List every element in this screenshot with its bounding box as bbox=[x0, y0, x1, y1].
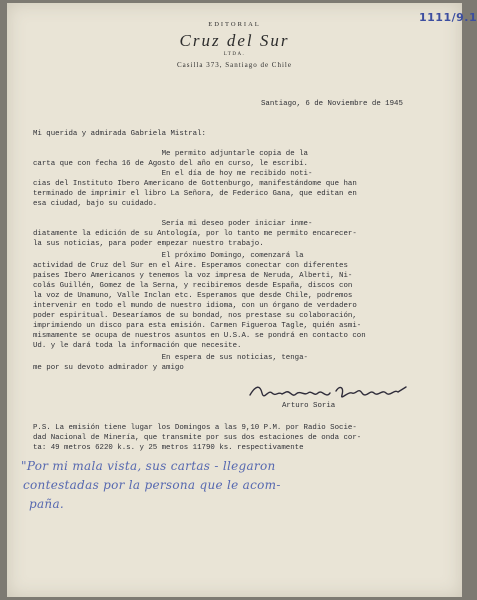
body-line: El próximo Domingo, comenzará la bbox=[33, 252, 304, 260]
body-line: me por su devoto admirador y amigo bbox=[33, 364, 184, 372]
body-line: diatamente la edición de su Antología, por lo tanto me permito encarecer- bbox=[33, 230, 357, 238]
date-line: Santiago, 6 de Noviembre de 1945 bbox=[261, 100, 403, 108]
body-line: imprimiendo un disco para esta emisión. Carmen Figueroa Tagle, quién asmi- bbox=[33, 322, 362, 330]
postscript-line: ta: 49 metros 6220 k.s. y 25 metros 11790 ks. respectivamente bbox=[33, 444, 304, 452]
body-line: poder espiritual. Desearíamos de su bondad, nos prestase su colaboración, bbox=[33, 312, 357, 320]
postscript-line: dad Nacional de Minería, que transmite por sus dos estaciones de onda cor- bbox=[33, 434, 362, 442]
body-line: la voz de Unamuno, Valle Inclan etc. Esperamos que desde Chile, podremos bbox=[33, 292, 353, 300]
postscript-line: P.S. La emisión tiene lugar los Domingos a las 9,10 P.M. por Radio Socie- bbox=[33, 424, 357, 432]
body-line: cias del Instituto Ibero Americano de Gottenburgo, manifestándome que han bbox=[33, 180, 357, 188]
body-line: mismamente se ocupa de nuestros asuntos en U.S.A. se pondrá en contacto con bbox=[33, 332, 366, 340]
body-line: la sus noticias, para poder empezar nuestro trabajo. bbox=[33, 240, 264, 248]
body-line: Me permito adjuntarle copia de la bbox=[33, 150, 308, 158]
archive-number: 1111/9.1 bbox=[419, 11, 477, 24]
salutation: Mi querida y admirada Gabriela Mistral: bbox=[33, 130, 206, 138]
letter-page bbox=[7, 3, 477, 597]
letterhead-name: Cruz del Sur bbox=[179, 31, 290, 50]
body-line: terminado de imprimir el libro La Señora, de Federico Gana, que editan en bbox=[33, 190, 357, 198]
letterhead bbox=[7, 21, 462, 69]
body-line: Sería mi deseo poder iniciar inme- bbox=[33, 220, 313, 228]
body-line: actividad de Cruz del Sur en el Aire. Esperamos conectar con diferentes bbox=[33, 262, 348, 270]
body-line: carta que con fecha 16 de Agosto del año en curso, le escribí. bbox=[33, 160, 308, 168]
body-line: colás Guillén, Gomez de la Serna, y recibiremos desde España, discos con bbox=[33, 282, 353, 290]
body-line: En espera de sus noticias, tenga- bbox=[33, 354, 308, 362]
letterhead-editorial: EDITORIAL bbox=[208, 21, 261, 28]
letterhead-address: Casilla 373, Santiago de Chile bbox=[177, 61, 292, 69]
body-line: Ud. y le dará toda la información que necesite. bbox=[33, 342, 242, 350]
body-line: países Ibero Americanos y tenemos la voz impresa de Neruda, Alberti, Ni- bbox=[33, 272, 353, 280]
handwritten-note-line: "Por mi mala vista, sus cartas - llegaron bbox=[21, 459, 276, 473]
letterhead-ltda: LTDA. bbox=[223, 52, 246, 57]
handwritten-note-line: paña. bbox=[29, 497, 65, 511]
body-line: esa ciudad, bajo su cuidado. bbox=[33, 200, 158, 208]
body-line: En el día de hoy me recibido noti- bbox=[33, 170, 313, 178]
handwritten-note-line: contestadas por la persona que le acom- bbox=[23, 478, 281, 492]
signer-name: Arturo Soria bbox=[282, 402, 336, 410]
body-line: intervenir en todo el mundo de nuestro idioma, con un órgano de verdadero bbox=[33, 302, 357, 310]
